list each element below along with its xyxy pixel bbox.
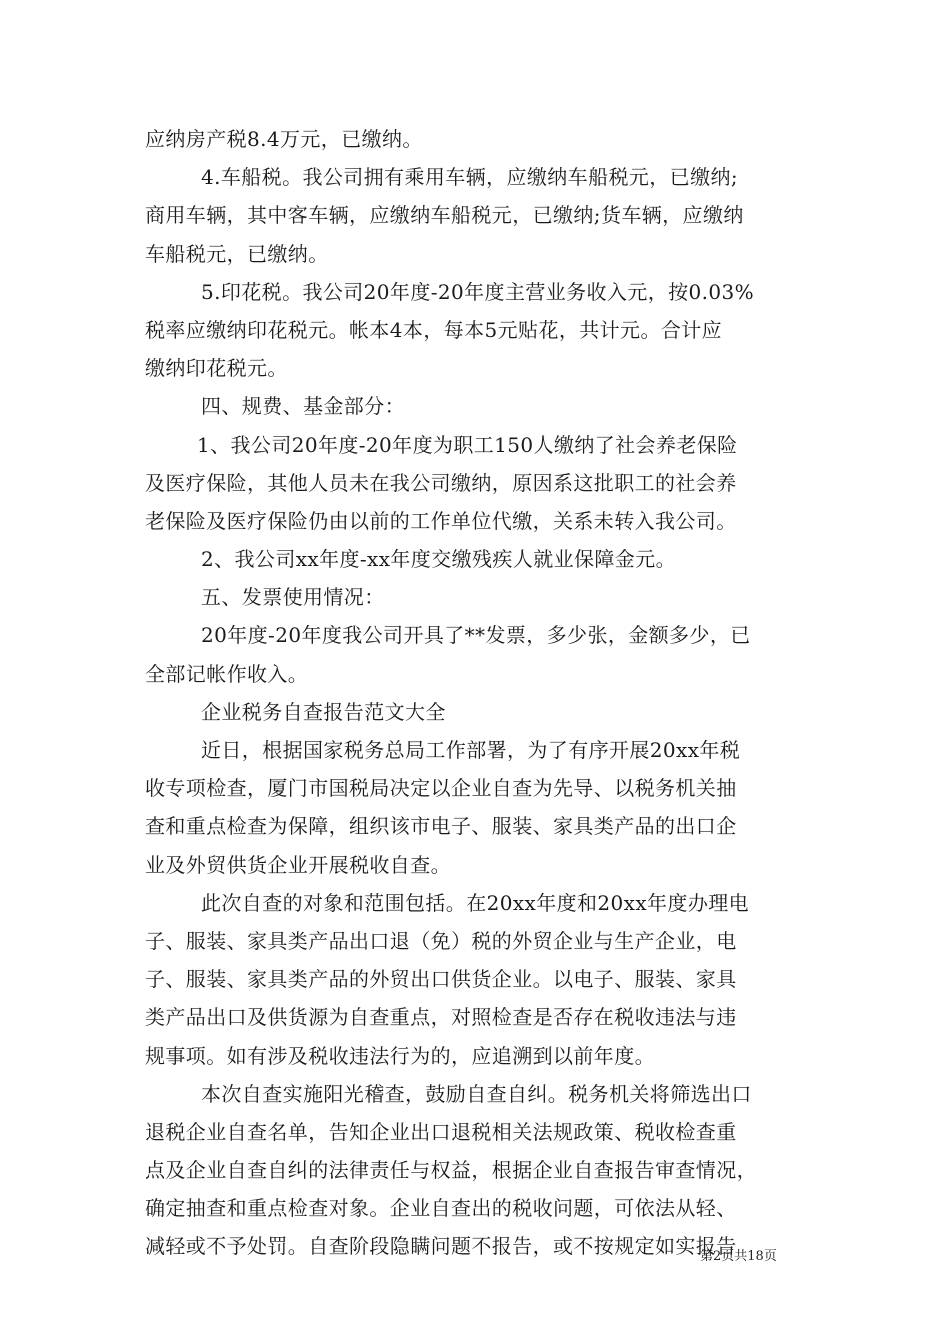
section-heading: 五、发票使用情况： bbox=[201, 585, 385, 610]
text-line: 点及企业自查自纠的法律责任与权益，根据企业自查报告审查情况， bbox=[145, 1158, 757, 1183]
text-line: 商用车辆，其中客车辆，应缴纳车船税元，已缴纳;货车辆，应缴纳 bbox=[145, 203, 744, 228]
text-line: 规事项。如有涉及税收违法行为的，应追溯到以前年度。 bbox=[145, 1043, 655, 1068]
text-line: 本次自查实施阳光稽查，鼓励自查自纠。税务机关将筛选出口 bbox=[201, 1081, 752, 1106]
text-line: 20年度-20年度我公司开具了**发票，多少张，金额多少，已 bbox=[201, 623, 751, 648]
text-line: 类产品出口及供货源为自查重点，对照检查是否存在税收违法与违 bbox=[145, 1005, 737, 1030]
page-number: 第2页共18页 bbox=[700, 1249, 777, 1264]
document-body bbox=[145, 120, 810, 1266]
text-line: 5.印花税。我公司20年度-20年度主营业务收入元，按0.03% bbox=[201, 279, 755, 304]
text-line: 老保险及医疗保险仍由以前的工作单位代缴，关系未转入我公司。 bbox=[145, 508, 737, 533]
article-title: 企业税务自查报告范文大全 bbox=[201, 699, 446, 724]
text-line: 车船税元，已缴纳。 bbox=[145, 241, 329, 266]
text-line: 业及外贸供货企业开展税收自查。 bbox=[145, 852, 451, 877]
text-line: 退税企业自查名单，告知企业出口退税相关法规政策、税收检查重 bbox=[145, 1119, 737, 1144]
text-line: 税率应缴纳印花税元。帐本4本，每本5元贴花，共计元。合计应 bbox=[145, 317, 723, 342]
text-line: 确定抽查和重点检查对象。企业自查出的税收问题，可依法从轻、 bbox=[145, 1196, 737, 1221]
section-heading: 四、规费、基金部分： bbox=[201, 394, 405, 419]
text-line: 子、服装、家具类产品的外贸出口供货企业。以电子、服装、家具 bbox=[145, 967, 737, 992]
text-line: 应纳房产税8.4万元，已缴纳。 bbox=[145, 127, 423, 151]
text-line: 2、我公司xx年度-xx年度交缴残疾人就业保障金元。 bbox=[201, 547, 676, 572]
text-line: 减轻或不予处罚。自查阶段隐瞒问题不报告，或不按规定如实报告 bbox=[145, 1234, 737, 1259]
text-line: 缴纳印花税元。 bbox=[145, 356, 288, 381]
text-line: 及医疗保险，其他人员未在我公司缴纳，原因系这批职工的社会养 bbox=[145, 470, 737, 495]
text-line: 近日，根据国家税务总局工作部署，为了有序开展20xx年税 bbox=[201, 738, 741, 762]
text-line: 子、服装、家具类产品出口退（免）税的外贸企业与生产企业，电 bbox=[145, 928, 737, 953]
text-line: 查和重点检查为保障，组织该市电子、服装、家具类产品的出口企 bbox=[145, 814, 737, 839]
text-line: 4.车船税。我公司拥有乘用车辆，应缴纳车船税元，已缴纳; bbox=[201, 165, 739, 190]
text-line: 1、我公司20年度-20年度为职工150人缴纳了社会养老保险 bbox=[197, 432, 738, 457]
text-line: 此次自查的对象和范围包括。在20xx年度和20xx年度办理电 bbox=[201, 890, 750, 915]
text-line: 收专项检查，厦门市国税局决定以企业自查为先导、以税务机关抽 bbox=[145, 776, 737, 801]
text-line: 全部记帐作收入。 bbox=[145, 661, 309, 686]
